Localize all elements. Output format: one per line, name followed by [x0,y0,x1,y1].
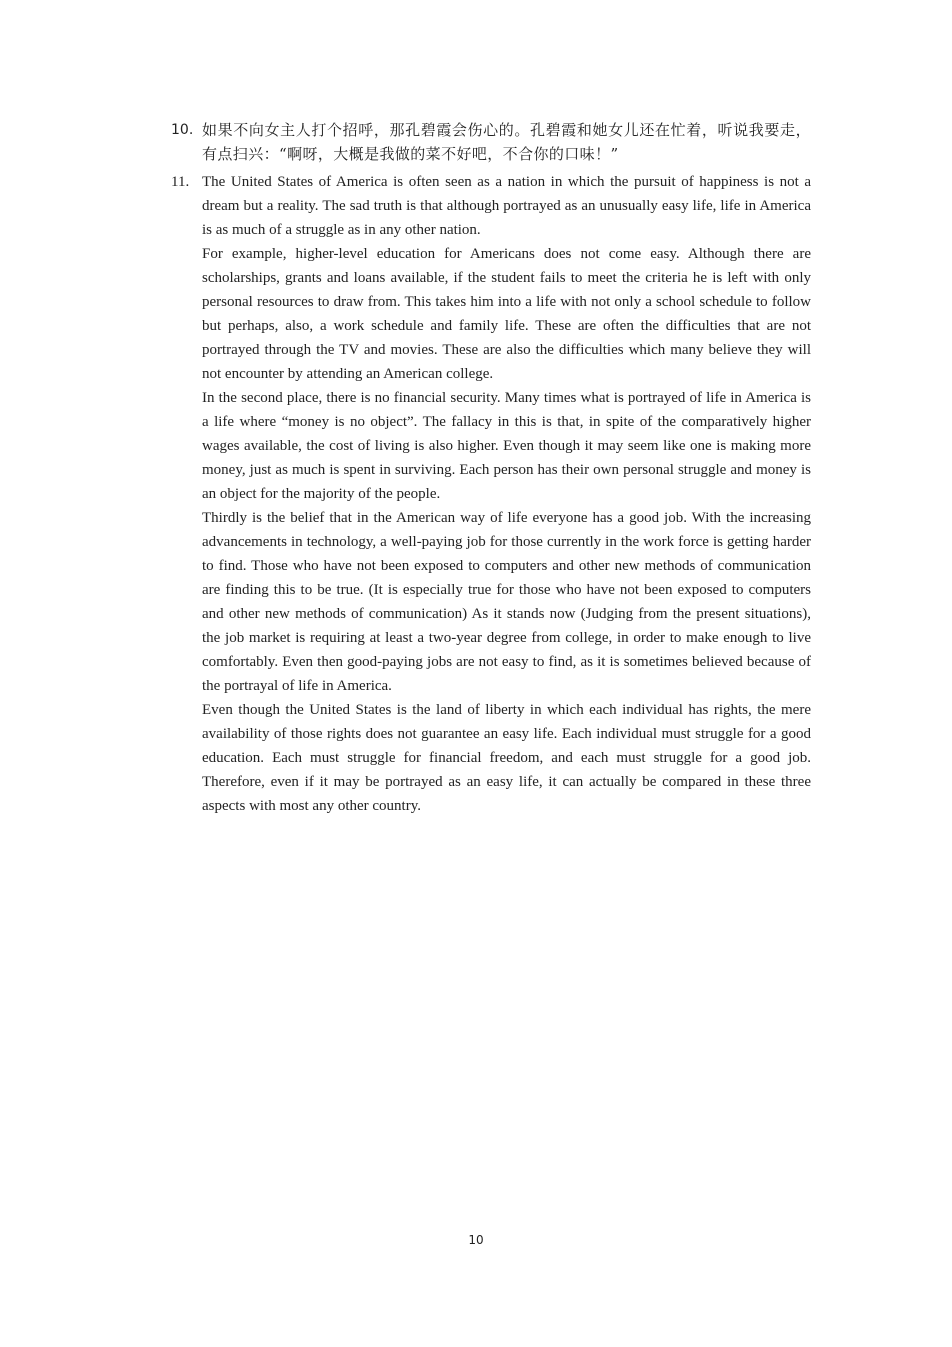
essay-paragraph-finance: In the second place, there is no financial security. Many times what is portrayed of life in America is a life where “money is no object”. The fallacy in this is that, in spite of the comparatively higher wages available, the cost of living is also higher. Even though it may seem like one is making more money, just as much is spent in surviving. Each person has their own personal struggle and money is an object for the majority of the people. [202,390,811,502]
essay-body [202,170,811,818]
item-11 [171,170,811,818]
essay-paragraph-conclusion: Even though the United States is the land of liberty in which each individual has rights, the mere availability of those rights does not guarantee an easy life. Each individual must struggle for a good education. Each must struggle for financial freedom, and each must struggle for a good job. Therefore, even if it may be portrayed as an easy life, it can actually be compared in these three aspects with most any other country. [202,702,811,814]
item-number: 10. [171,122,194,138]
essay-paragraph-intro: The United States of America is often seen as a nation in which the pursuit of happiness is not a dream but a reality. The sad truth is that although portrayed as an unusually easy life, life in America is as much of a struggle as in any other nation. [202,174,811,238]
item-text: 如果不向女主人打个招呼，那孔碧霞会伤心的。孔碧霞和她女儿还在忙着，听说我要走，有点扫兴：“啊呀，大概是我做的菜不好吧，不合你的口味！” [202,121,811,163]
item-number: 11. [171,174,190,190]
page-number: 10 [468,1233,484,1247]
item-10 [171,118,811,166]
essay-paragraph-jobs: Thirdly is the belief that in the American way of life everyone has a good job. With the increasing advancements in technology, a well-paying job for those currently in the work force is getting harder to find. Those who have not been exposed to computers and other new methods of communication are finding this to be true. (It is especially true for those who have not been exposed to computers and other new methods of communication) As it stands now (Judging from the present situations), the job market is requiring at least a two-year degree from college, in order to make enough to live comfortably. Even then good-paying jobs are not easy to find, as it is sometimes believed because of the portrayal of life in America. [202,510,811,694]
essay-paragraph-education: For example, higher-level education for Americans does not come easy. Although there are scholarships, grants and loans available, if the student fails to meet the criteria he is left with only personal resources to draw from. This takes him into a life with not only a school schedule to follow but perhaps, also, a work schedule and family life. These are often the difficulties that are not portrayed through the TV and movies. These are also the difficulties which many believe they will not encounter by attending an American college. [202,246,811,382]
